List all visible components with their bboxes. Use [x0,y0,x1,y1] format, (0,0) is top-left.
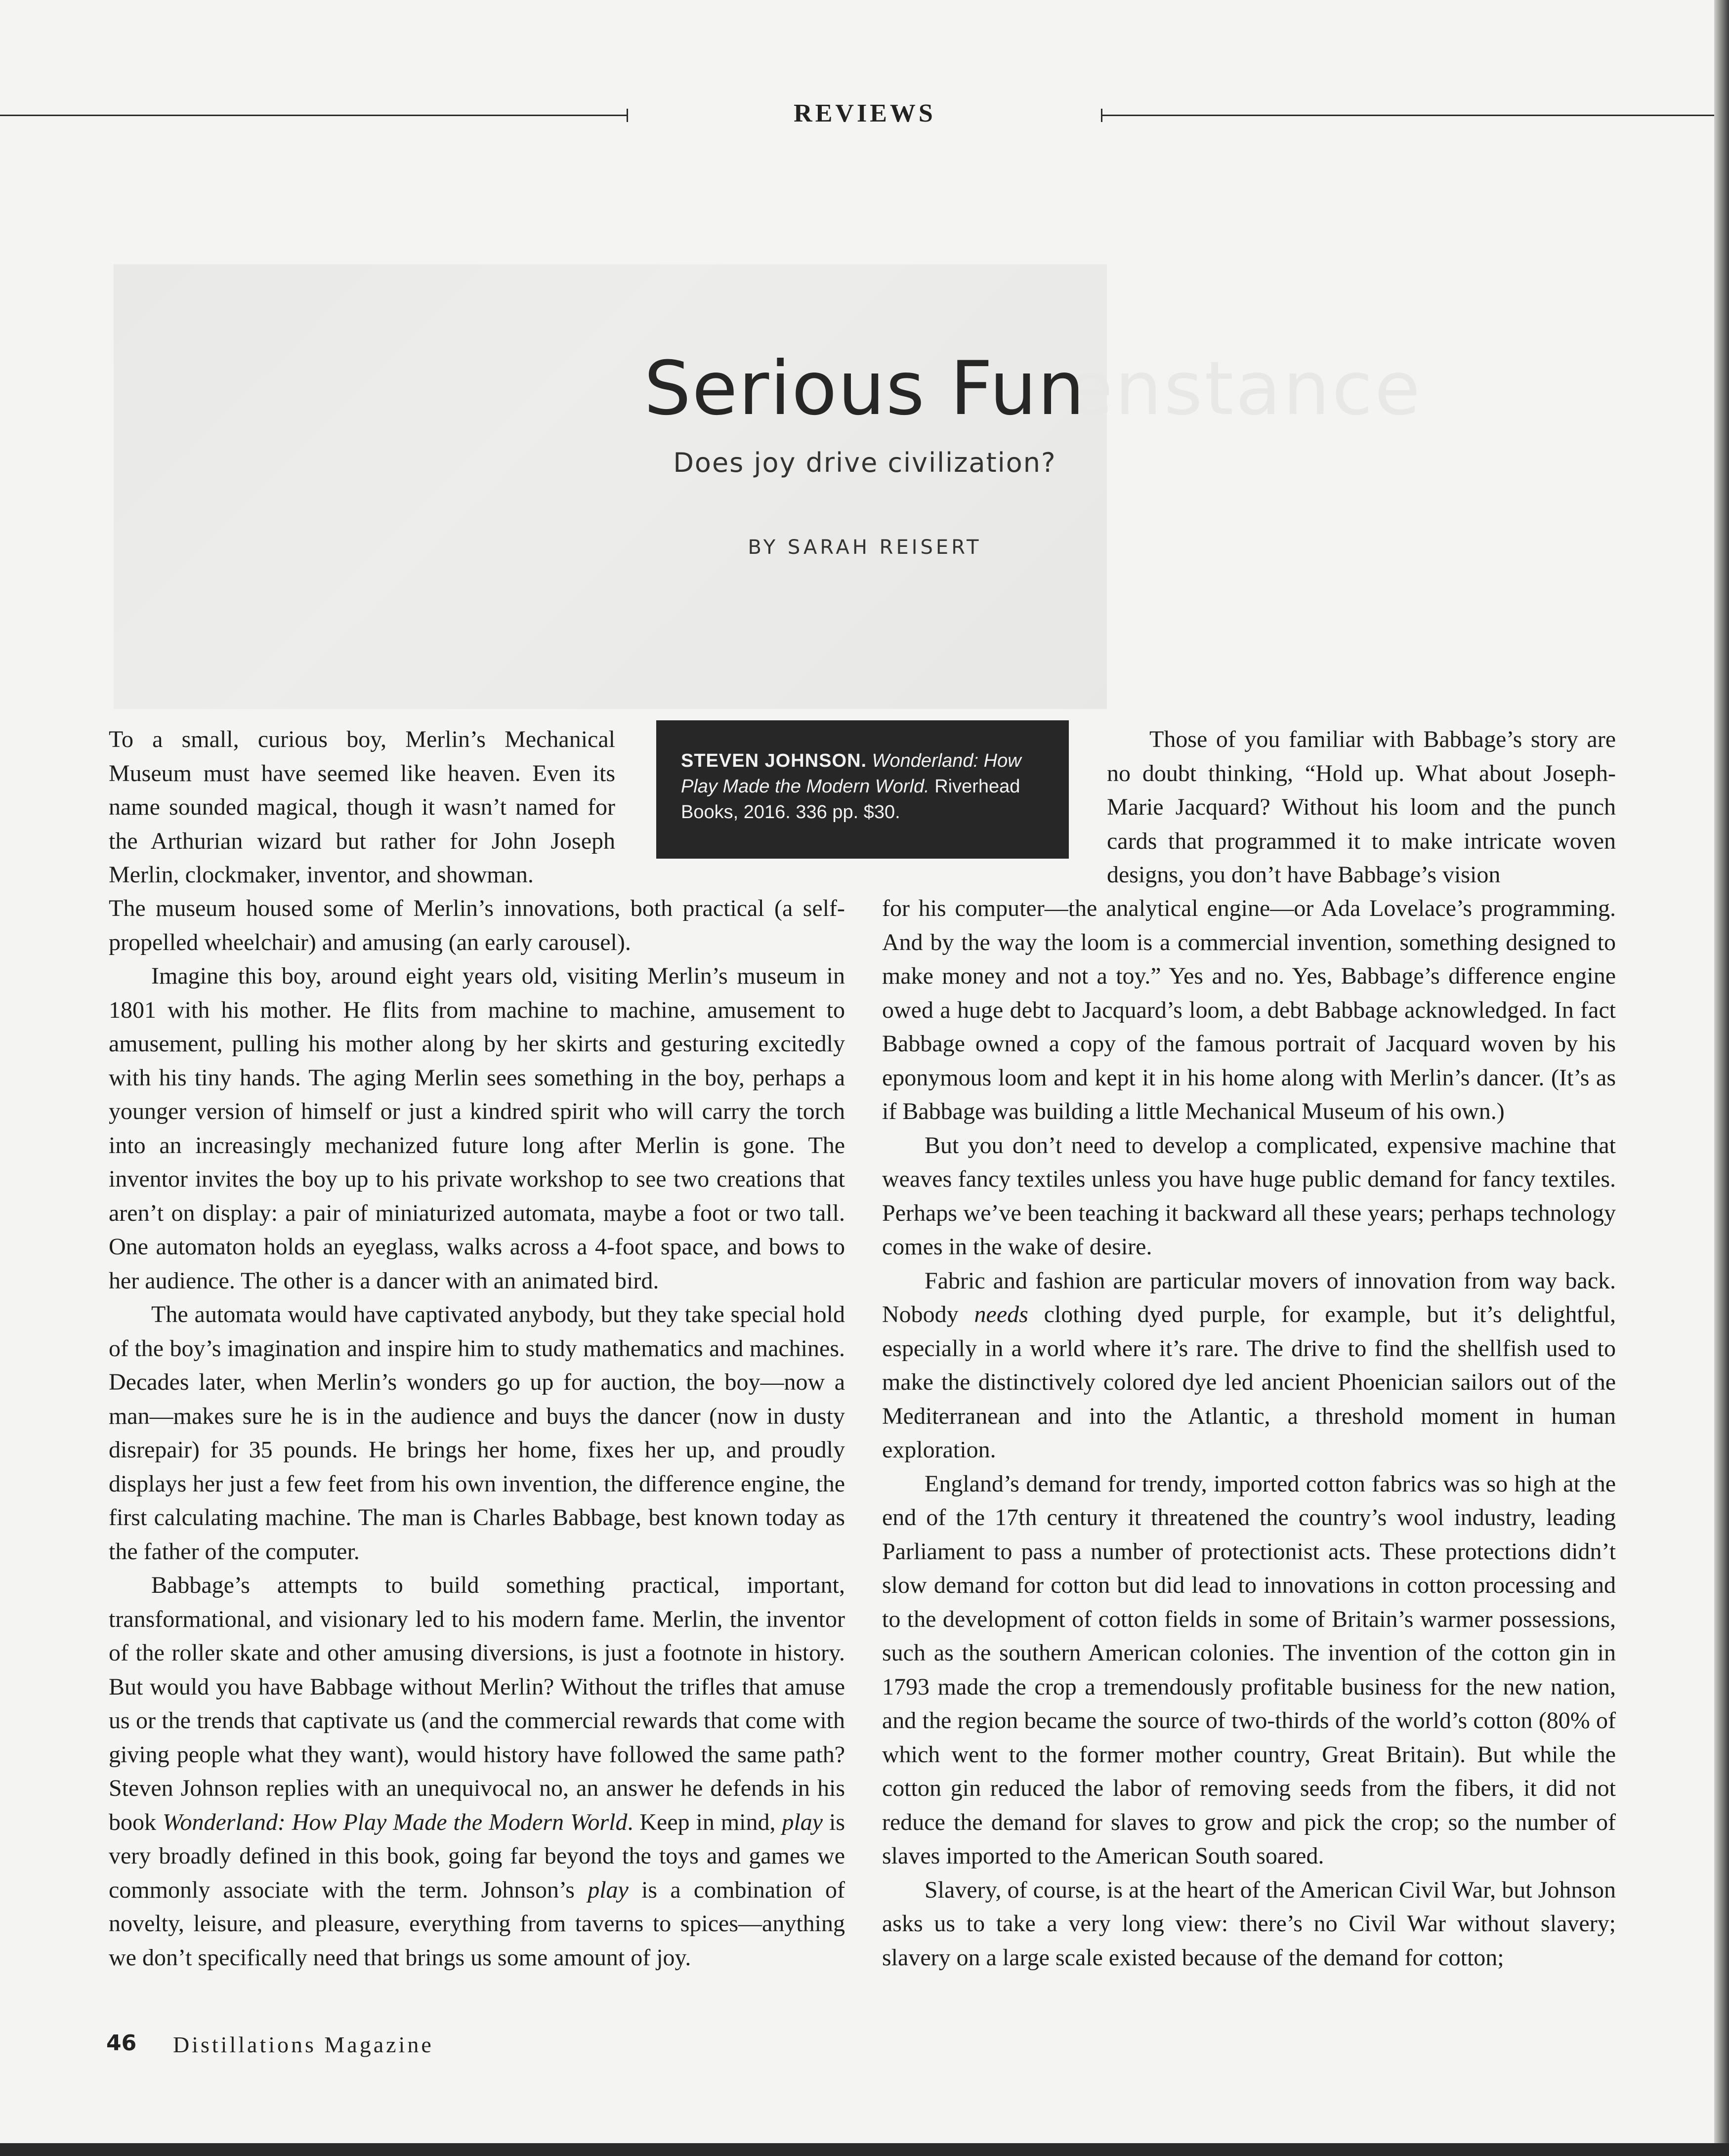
left-paragraph-2: Imagine this boy, around eight years old, visiting Merlin’s museum in 1801 with his mother. He flits from machine to machine, amusement to amusement, pulling his mother along by her skirts and gesturing excitedly with his tiny hands. The aging Merlin sees something in the boy, perhaps a younger version of himself or just a kindred spirit who will carry the torch into an increasingly mechanized future long after Merlin is gone. The inventor invites the boy up to his private workshop to see two creations that aren’t on display: a pair of miniaturized automata, maybe a foot or two tall. One automaton holds an eyeglass, walks across a 4-foot space, and bows to her audience. The other is a dancer with an animated bird. [109,963,845,1294]
p3-needs: needs [974,1301,1028,1327]
right-paragraph-1-rest: for his computer—the analytical engine—or Ada Lovelace’s programming. And by the way the loom is a commercial invention, something designed to make money and not a toy.” Yes and no. Yes, Babbage’s difference engine owed a huge debt to Jacquard’s loom, a debt Babbage acknowledged. In fact Babbage owned a copy of the famous portrait of Jacquard woven by his eponymous loom and kept it in his home along with Merlin’s dancer. (It’s as if Babbage was building a little Mechanical Museum of his own.) [882,895,1616,1124]
book-info-callout [656,720,1069,859]
right-paragraph-4: England’s demand for trendy, imported cotton fabrics was so high at the end of the 17th century it threatened the country’s wool industry, leading Parliament to pass a number of protectionist acts. These protections didn’t slow demand for cotton but did lead to innovations in cotton processing and to the development of cotton fields in some of Britain’s warmer possessions, such as the southern American colonies. The invention of the cotton gin in 1793 made the crop a tremendously profitable business for the new nation, and the region became the source of two-thirds of the world’s cotton (80% of which went to the former mother country, Great Britain). But while the cotton gin reduced the labor of removing seeds from the fibers, it did not reduce the demand for slaves to grow and pick the crop; so the number of slaves imported to the American South soared. [882,1470,1616,1869]
p4-text-c: is very broadly defined in this book, going far beyond the toys and games we commonly associate with the term. Johnson’s [109,1809,845,1903]
publication-name: Distillations Magazine [173,2032,434,2057]
header-rule-left [0,115,628,116]
callout-book-title: Wonderland: How Play Made the Modern World. [681,750,1021,797]
article-byline: BY SARAH REISERT [748,536,982,559]
right-column-top [1107,723,1616,892]
left-paragraph-1-top: To a small, curious boy, Merlin’s Mechanical Museum must have seemed like heaven. Even its name sounded magical, though it wasn’t named for the Arthurian wizard but rather for John Joseph Merlin, clockmaker, inventor, and showman. [109,726,615,888]
right-column [882,892,1616,1975]
left-paragraph-3: The automata would have captivated anybody, but they take special hold of the boy’s imagination and inspire him to study mathematics and machines. Decades later, when Merlin’s wonders go up for auction, the boy—now a man—makes sure he is in the audience and buys the dancer (now in dusty disrepair) for 35 pounds. He brings her home, fixes her up, and proudly displays her just a few feet from his own invention, the difference engine, the first calculating machine. The man is Charles Babbage, best known today as the father of the computer. [109,1301,845,1565]
p3-text-b: clothing dyed purple, for example, but it’s delightful, especially in a world where it’s rare. The drive to find the shellfish used to make the distinctively colored dye led ancient Phoenician sailors out of the Mediterranean and into the Atlantic, a threshold moment in human exploration. [882,1301,1616,1463]
scan-edge-right [1714,0,1729,2156]
scan-edge-bottom [0,2143,1729,2156]
p4-text-b: . Keep in mind, [627,1809,782,1835]
p4-text-a: Babbage’s attempts to build something practical, important, transformational, and visionary led to his modern fame. Merlin, the inventor of the roller skate and other amusing diversions, is just a footnote in history. But would you have Babbage without Merlin? Without the trifles that amuse us or the trends that captivate us (and the commercial rewards that come with giving people what they want), would history have followed the same path? Steven Johnson replies with an unequivocal no, an answer he defends in his book [109,1572,845,1835]
header-rule-tick-left [627,109,628,122]
left-paragraph-1-rest: The museum housed some of Merlin’s innovations, both practical (a self-propelled wheelchair) and amusing (an early carousel). [109,895,845,955]
faded-background-photo [114,264,1107,709]
header-rule-right [1102,115,1715,116]
p4-book-title: Wonderland: How Play Made the Modern World [162,1809,628,1835]
article-title: Serious Fun [644,346,1086,432]
p4-play-2: play [588,1876,629,1903]
section-label: REVIEWS [794,99,936,127]
left-paragraph-4 [109,1569,845,1975]
bleed-through-text: enstance [1067,346,1423,432]
p4-text-d: is a combination of novelty, leisure, and pleasure, everything from taverns to spices—anything we don’t specifically need that brings us some amount of joy. [109,1876,845,1971]
p3-text-a: Fabric and fashion are particular movers of innovation from way back. Nobody [882,1267,1616,1327]
callout-author: STEVEN JOHNSON. [681,750,867,771]
right-paragraph-2: But you don’t need to develop a complicated, expensive machine that weaves fancy textiles unless you have huge public demand for fancy textiles. Perhaps we’ve been teaching it backward all these years; perhaps technology comes in the wake of desire. [882,1132,1616,1260]
right-paragraph-3 [882,1264,1616,1467]
left-column-top [109,723,615,892]
left-column [109,892,845,1975]
header-rule-tick-right [1101,109,1102,122]
article-subtitle: Does joy drive civilization? [673,447,1056,478]
right-paragraph-5: Slavery, of course, is at the heart of the American Civil War, but Johnson asks us to take a very long view: there’s no Civil War without slavery; slavery on a large scale existed because of the demand for cotton; [882,1876,1616,1971]
right-paragraph-1-top: Those of you familiar with Babbage’s story are no doubt thinking, “Hold up. What about Joseph-Marie Jacquard? Without his loom and the punch cards that programmed it to make intricate woven designs, you don’t have Babbage’s vision [1107,726,1616,888]
page-number: 46 [106,2031,137,2056]
p4-play-1: play [782,1809,823,1835]
callout-details: Riverhead Books, 2016. 336 pp. $30. [681,776,1020,823]
